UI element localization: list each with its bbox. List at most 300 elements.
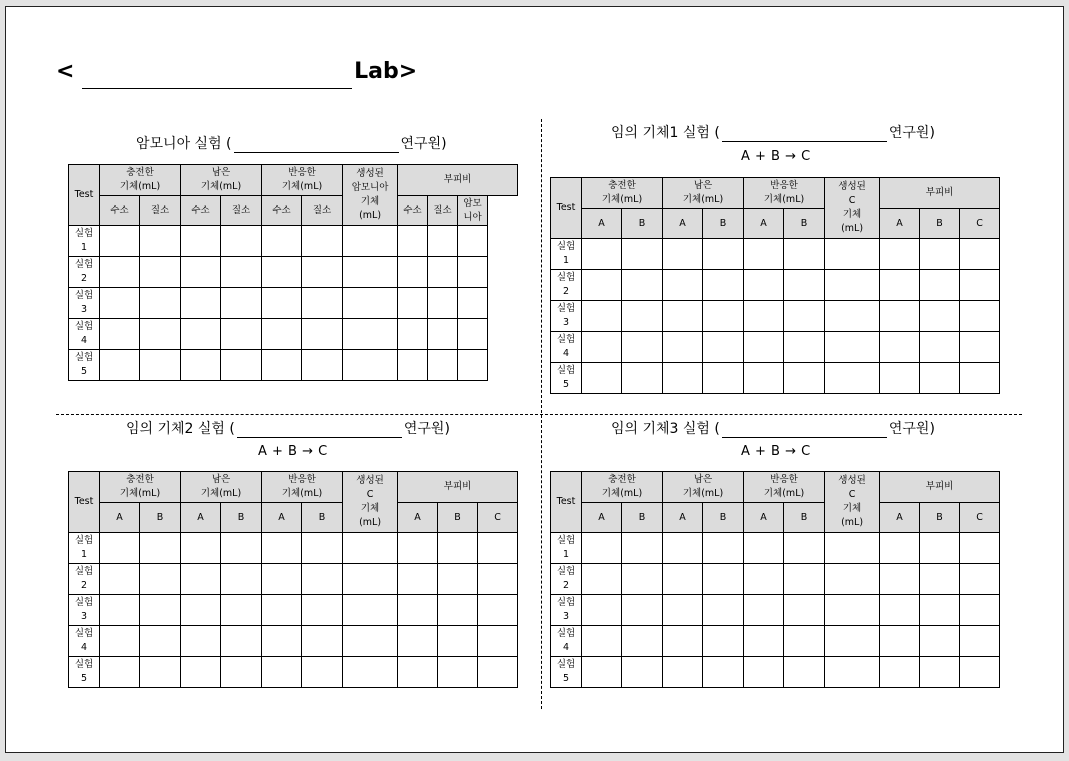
data-cell[interactable] [663,332,703,363]
header-ratio-sub-label: A [896,511,903,523]
header-produced [343,165,398,226]
header-sub [100,196,140,226]
data-cell[interactable] [825,564,880,595]
data-cell[interactable] [703,564,744,595]
header-sub-label: A [760,511,767,523]
header-ratio-sub-label: B [936,511,943,523]
data-cell[interactable] [582,657,622,688]
data-cell[interactable] [398,595,438,626]
data-cell[interactable] [262,595,302,626]
data-cell[interactable] [398,257,428,288]
data-cell[interactable] [622,533,663,564]
row-label [69,533,100,564]
data-cell[interactable] [960,595,1000,626]
data-cell[interactable] [880,332,920,363]
row-label-line: 실험 [74,259,94,270]
data-cell[interactable] [582,332,622,363]
table-row [69,319,518,350]
lab-name-blank [82,64,352,89]
data-cell[interactable] [221,257,262,288]
data-cell[interactable] [458,226,488,257]
header-sub [703,209,744,239]
header-group2 [181,165,262,196]
data-cell[interactable] [582,301,622,332]
data-cell[interactable] [825,270,880,301]
data-cell[interactable] [784,564,825,595]
data-cell[interactable] [825,626,880,657]
data-cell[interactable] [582,626,622,657]
data-cell[interactable] [140,226,181,257]
data-cell[interactable] [221,564,262,595]
data-cell[interactable] [140,350,181,381]
data-cell[interactable] [398,288,428,319]
data-cell[interactable] [343,288,398,319]
data-cell[interactable] [703,657,744,688]
data-cell[interactable] [880,301,920,332]
data-cell[interactable] [343,350,398,381]
data-cell[interactable] [140,564,181,595]
data-cell[interactable] [920,332,960,363]
data-cell[interactable] [825,332,880,363]
data-cell[interactable] [262,319,302,350]
header-line: 기체(mL) [763,194,805,205]
row-label [69,350,100,381]
data-cell[interactable] [784,657,825,688]
header-line: 생성된 [838,475,866,486]
header-line: 기체 [360,196,380,207]
header-line: 기체(mL) [281,488,323,499]
data-cell[interactable] [458,288,488,319]
data-cell[interactable] [262,533,302,564]
row-label [69,319,100,350]
panel-title-suffix: 연구원) [888,421,935,437]
data-cell[interactable] [920,533,960,564]
data-cell[interactable] [478,564,518,595]
panel-title-prefix: 임의 기체1 실험 ( [611,125,720,141]
data-cell[interactable] [262,257,302,288]
header-sub-label: 질소 [312,204,332,216]
data-cell[interactable] [343,657,398,688]
data-cell[interactable] [582,533,622,564]
data-cell[interactable] [622,626,663,657]
data-cell[interactable] [920,564,960,595]
data-cell[interactable] [920,595,960,626]
header-sub [784,209,825,239]
data-cell[interactable] [343,319,398,350]
row-label [69,564,100,595]
data-cell[interactable] [262,350,302,381]
data-cell[interactable] [221,533,262,564]
data-cell[interactable] [100,288,140,319]
data-cell[interactable] [100,319,140,350]
header-line: 반응한 [770,474,798,485]
data-cell[interactable] [100,257,140,288]
data-cell[interactable] [302,319,343,350]
data-cell[interactable] [744,301,784,332]
data-cell[interactable] [825,301,880,332]
row-label [551,657,582,688]
data-cell[interactable] [478,657,518,688]
data-cell[interactable] [744,270,784,301]
data-cell[interactable] [343,595,398,626]
row-label [551,301,582,332]
data-cell[interactable] [784,363,825,394]
data-cell[interactable] [784,239,825,270]
header-test-label: Test [556,202,576,213]
data-cell[interactable] [221,319,262,350]
data-cell[interactable] [880,533,920,564]
data-cell[interactable] [262,226,302,257]
header-sub [100,503,140,533]
data-cell[interactable] [744,239,784,270]
header-line: C [848,489,856,500]
data-cell[interactable] [744,657,784,688]
header-sub [622,209,663,239]
row-label-line: 실험 [74,628,94,639]
data-cell[interactable] [181,257,221,288]
data-cell[interactable] [960,301,1000,332]
data-cell[interactable] [784,332,825,363]
data-cell[interactable] [140,626,181,657]
header-ratio-sub-label: C [494,511,501,523]
data-cell[interactable] [744,533,784,564]
data-cell[interactable] [703,595,744,626]
header-sub [262,503,302,533]
row-label-line: 2 [80,580,88,591]
header-line: 기체(mL) [601,488,643,499]
data-cell[interactable] [825,363,880,394]
table-row [551,657,1000,688]
header-test-label: Test [556,496,576,507]
data-cell[interactable] [302,350,343,381]
row-label [551,533,582,564]
data-cell[interactable] [703,626,744,657]
data-cell[interactable] [181,595,221,626]
header-ratio-sub [920,503,960,533]
header-ratio-sub [398,196,428,226]
data-cell[interactable] [663,564,703,595]
data-cell[interactable] [478,595,518,626]
data-cell[interactable] [438,533,478,564]
data-cell[interactable] [262,564,302,595]
data-cell[interactable] [428,319,458,350]
data-cell[interactable] [302,626,343,657]
data-cell[interactable] [181,657,221,688]
data-cell[interactable] [825,533,880,564]
data-cell[interactable] [703,332,744,363]
data-cell[interactable] [960,239,1000,270]
panel-title [126,420,450,438]
header-ratio-label: 부피비 [925,481,954,492]
data-cell[interactable] [221,288,262,319]
data-cell[interactable] [181,288,221,319]
data-cell[interactable] [181,564,221,595]
data-cell[interactable] [622,239,663,270]
data-cell[interactable] [663,595,703,626]
table-row [551,626,1000,657]
data-cell[interactable] [920,363,960,394]
header-ratio-sub-label: A [896,217,903,229]
data-cell[interactable] [744,595,784,626]
data-cell[interactable] [703,270,744,301]
data-cell[interactable] [960,533,1000,564]
row-label-line: 실험 [556,334,576,345]
row-label-line: 실험 [74,290,94,301]
data-cell[interactable] [703,533,744,564]
data-cell[interactable] [663,239,703,270]
data-cell[interactable] [140,257,181,288]
data-cell[interactable] [343,226,398,257]
data-cell[interactable] [100,626,140,657]
header-ratio [398,165,518,196]
data-cell[interactable] [181,350,221,381]
header-ratio [880,178,1000,209]
data-cell[interactable] [140,319,181,350]
data-cell[interactable] [920,657,960,688]
header-ratio-sub [438,503,478,533]
data-cell[interactable] [221,350,262,381]
data-cell[interactable] [622,301,663,332]
data-cell[interactable] [960,626,1000,657]
data-cell[interactable] [398,657,438,688]
panel-title-suffix: 연구원) [400,136,447,152]
data-cell[interactable] [100,657,140,688]
header-test-label: Test [74,496,94,507]
data-cell[interactable] [663,363,703,394]
data-cell[interactable] [398,626,438,657]
data-cell[interactable] [784,533,825,564]
header-test [551,472,582,533]
data-cell[interactable] [825,657,880,688]
data-cell[interactable] [703,363,744,394]
row-label-line: 1 [562,255,570,266]
data-cell[interactable] [478,626,518,657]
data-cell[interactable] [880,564,920,595]
row-label [551,595,582,626]
data-cell[interactable] [880,626,920,657]
data-cell[interactable] [181,319,221,350]
data-cell[interactable] [582,270,622,301]
data-cell[interactable] [960,657,1000,688]
data-cell[interactable] [880,239,920,270]
data-cell[interactable] [100,350,140,381]
data-cell[interactable] [458,257,488,288]
data-cell[interactable] [100,533,140,564]
row-label-line: 실험 [74,566,94,577]
header-group3 [262,165,343,196]
data-cell[interactable] [343,533,398,564]
row-label-line: 실험 [556,597,576,608]
data-cell[interactable] [181,533,221,564]
data-cell[interactable] [478,533,518,564]
data-cell[interactable] [960,363,1000,394]
data-cell[interactable] [221,226,262,257]
data-cell[interactable] [784,626,825,657]
data-cell[interactable] [880,270,920,301]
data-cell[interactable] [703,239,744,270]
data-table [68,164,518,381]
header-line: 충전한 [126,474,154,485]
data-cell[interactable] [622,657,663,688]
data-table [68,471,518,688]
table-row [551,363,1000,394]
data-cell[interactable] [458,350,488,381]
header-group1 [100,165,181,196]
data-cell[interactable] [438,657,478,688]
data-cell[interactable] [398,226,428,257]
header-sub-label: B [800,511,808,523]
data-cell[interactable] [622,270,663,301]
data-cell[interactable] [302,288,343,319]
title-suffix: Lab> [354,59,418,84]
data-cell[interactable] [458,319,488,350]
data-cell[interactable] [302,533,343,564]
data-cell[interactable] [262,288,302,319]
data-cell[interactable] [140,657,181,688]
row-label-line: 실험 [556,535,576,546]
data-cell[interactable] [582,564,622,595]
table-row [69,350,518,381]
header-produced [825,178,880,239]
table-row [69,257,518,288]
data-cell[interactable] [343,564,398,595]
header-sub-label: B [237,511,245,523]
data-cell[interactable] [582,363,622,394]
data-cell[interactable] [398,319,428,350]
data-cell[interactable] [784,301,825,332]
data-cell[interactable] [920,239,960,270]
data-cell[interactable] [920,301,960,332]
data-cell[interactable] [960,332,1000,363]
header-sub-label: 수소 [191,204,210,216]
data-cell[interactable] [140,288,181,319]
data-cell[interactable] [140,533,181,564]
table-row [551,564,1000,595]
row-label-line: 실험 [556,566,576,577]
data-cell[interactable] [703,301,744,332]
row-label-line: 실험 [556,272,576,283]
data-cell[interactable] [880,657,920,688]
data-cell[interactable] [663,270,703,301]
table-row [551,595,1000,626]
data-cell[interactable] [744,564,784,595]
header-sub-label: 질소 [150,204,170,216]
data-cell[interactable] [438,626,478,657]
data-cell[interactable] [825,239,880,270]
data-cell[interactable] [302,564,343,595]
data-cell[interactable] [221,595,262,626]
data-cell[interactable] [582,239,622,270]
data-cell[interactable] [140,595,181,626]
data-cell[interactable] [438,564,478,595]
header-ratio-sub-label: 니아 [463,211,482,223]
data-cell[interactable] [960,564,1000,595]
data-cell[interactable] [398,533,438,564]
data-cell[interactable] [428,288,458,319]
header-line: 기체(mL) [682,488,724,499]
data-cell[interactable] [744,626,784,657]
data-cell[interactable] [221,657,262,688]
row-label-line: 3 [80,304,88,315]
header-sub [744,503,784,533]
data-cell[interactable] [262,657,302,688]
data-cell[interactable] [428,257,458,288]
header-line: 생성된 [838,181,866,192]
data-cell[interactable] [302,657,343,688]
row-label-line: 3 [562,317,570,328]
data-cell[interactable] [582,595,622,626]
data-cell[interactable] [428,350,458,381]
row-label [551,239,582,270]
data-cell[interactable] [784,270,825,301]
data-cell[interactable] [920,270,960,301]
header-sub [744,209,784,239]
header-sub [221,503,262,533]
data-cell[interactable] [100,595,140,626]
data-cell[interactable] [663,626,703,657]
data-cell[interactable] [221,626,262,657]
header-line: 기체(mL) [682,194,724,205]
data-cell[interactable] [920,626,960,657]
data-cell[interactable] [398,564,438,595]
header-group3 [262,472,343,503]
data-cell[interactable] [343,257,398,288]
header-sub-label: A [278,511,285,523]
header-line: 기체(mL) [601,194,643,205]
header-sub [221,196,262,226]
data-cell[interactable] [622,363,663,394]
header-line: 기체 [842,503,862,514]
data-cell[interactable] [744,332,784,363]
row-label-line: 5 [80,366,88,377]
data-cell[interactable] [622,595,663,626]
data-cell[interactable] [181,626,221,657]
header-sub [140,196,181,226]
data-cell[interactable] [960,270,1000,301]
row-label-line: 실험 [74,352,94,363]
header-group3 [744,178,825,209]
data-cell[interactable] [438,595,478,626]
header-sub-label: A [679,511,686,523]
data-cell[interactable] [398,350,428,381]
data-cell[interactable] [302,257,343,288]
panel-title-prefix: 임의 기체3 실험 ( [611,421,720,437]
data-cell[interactable] [663,301,703,332]
header-sub [181,503,221,533]
data-cell[interactable] [100,564,140,595]
data-cell[interactable] [663,533,703,564]
data-cell[interactable] [622,564,663,595]
header-sub [181,196,221,226]
data-cell[interactable] [428,226,458,257]
data-cell[interactable] [663,657,703,688]
header-sub-label: A [598,511,605,523]
data-cell[interactable] [744,363,784,394]
data-cell[interactable] [302,226,343,257]
data-cell[interactable] [825,595,880,626]
data-cell[interactable] [302,595,343,626]
data-cell[interactable] [880,363,920,394]
data-cell[interactable] [622,332,663,363]
data-cell[interactable] [784,595,825,626]
data-cell[interactable] [100,226,140,257]
header-ratio-label: 부피비 [925,187,954,198]
data-cell[interactable] [343,626,398,657]
data-cell[interactable] [181,226,221,257]
panel-title-prefix: 임의 기체2 실험 ( [126,421,235,437]
data-cell[interactable] [880,595,920,626]
data-cell[interactable] [262,626,302,657]
